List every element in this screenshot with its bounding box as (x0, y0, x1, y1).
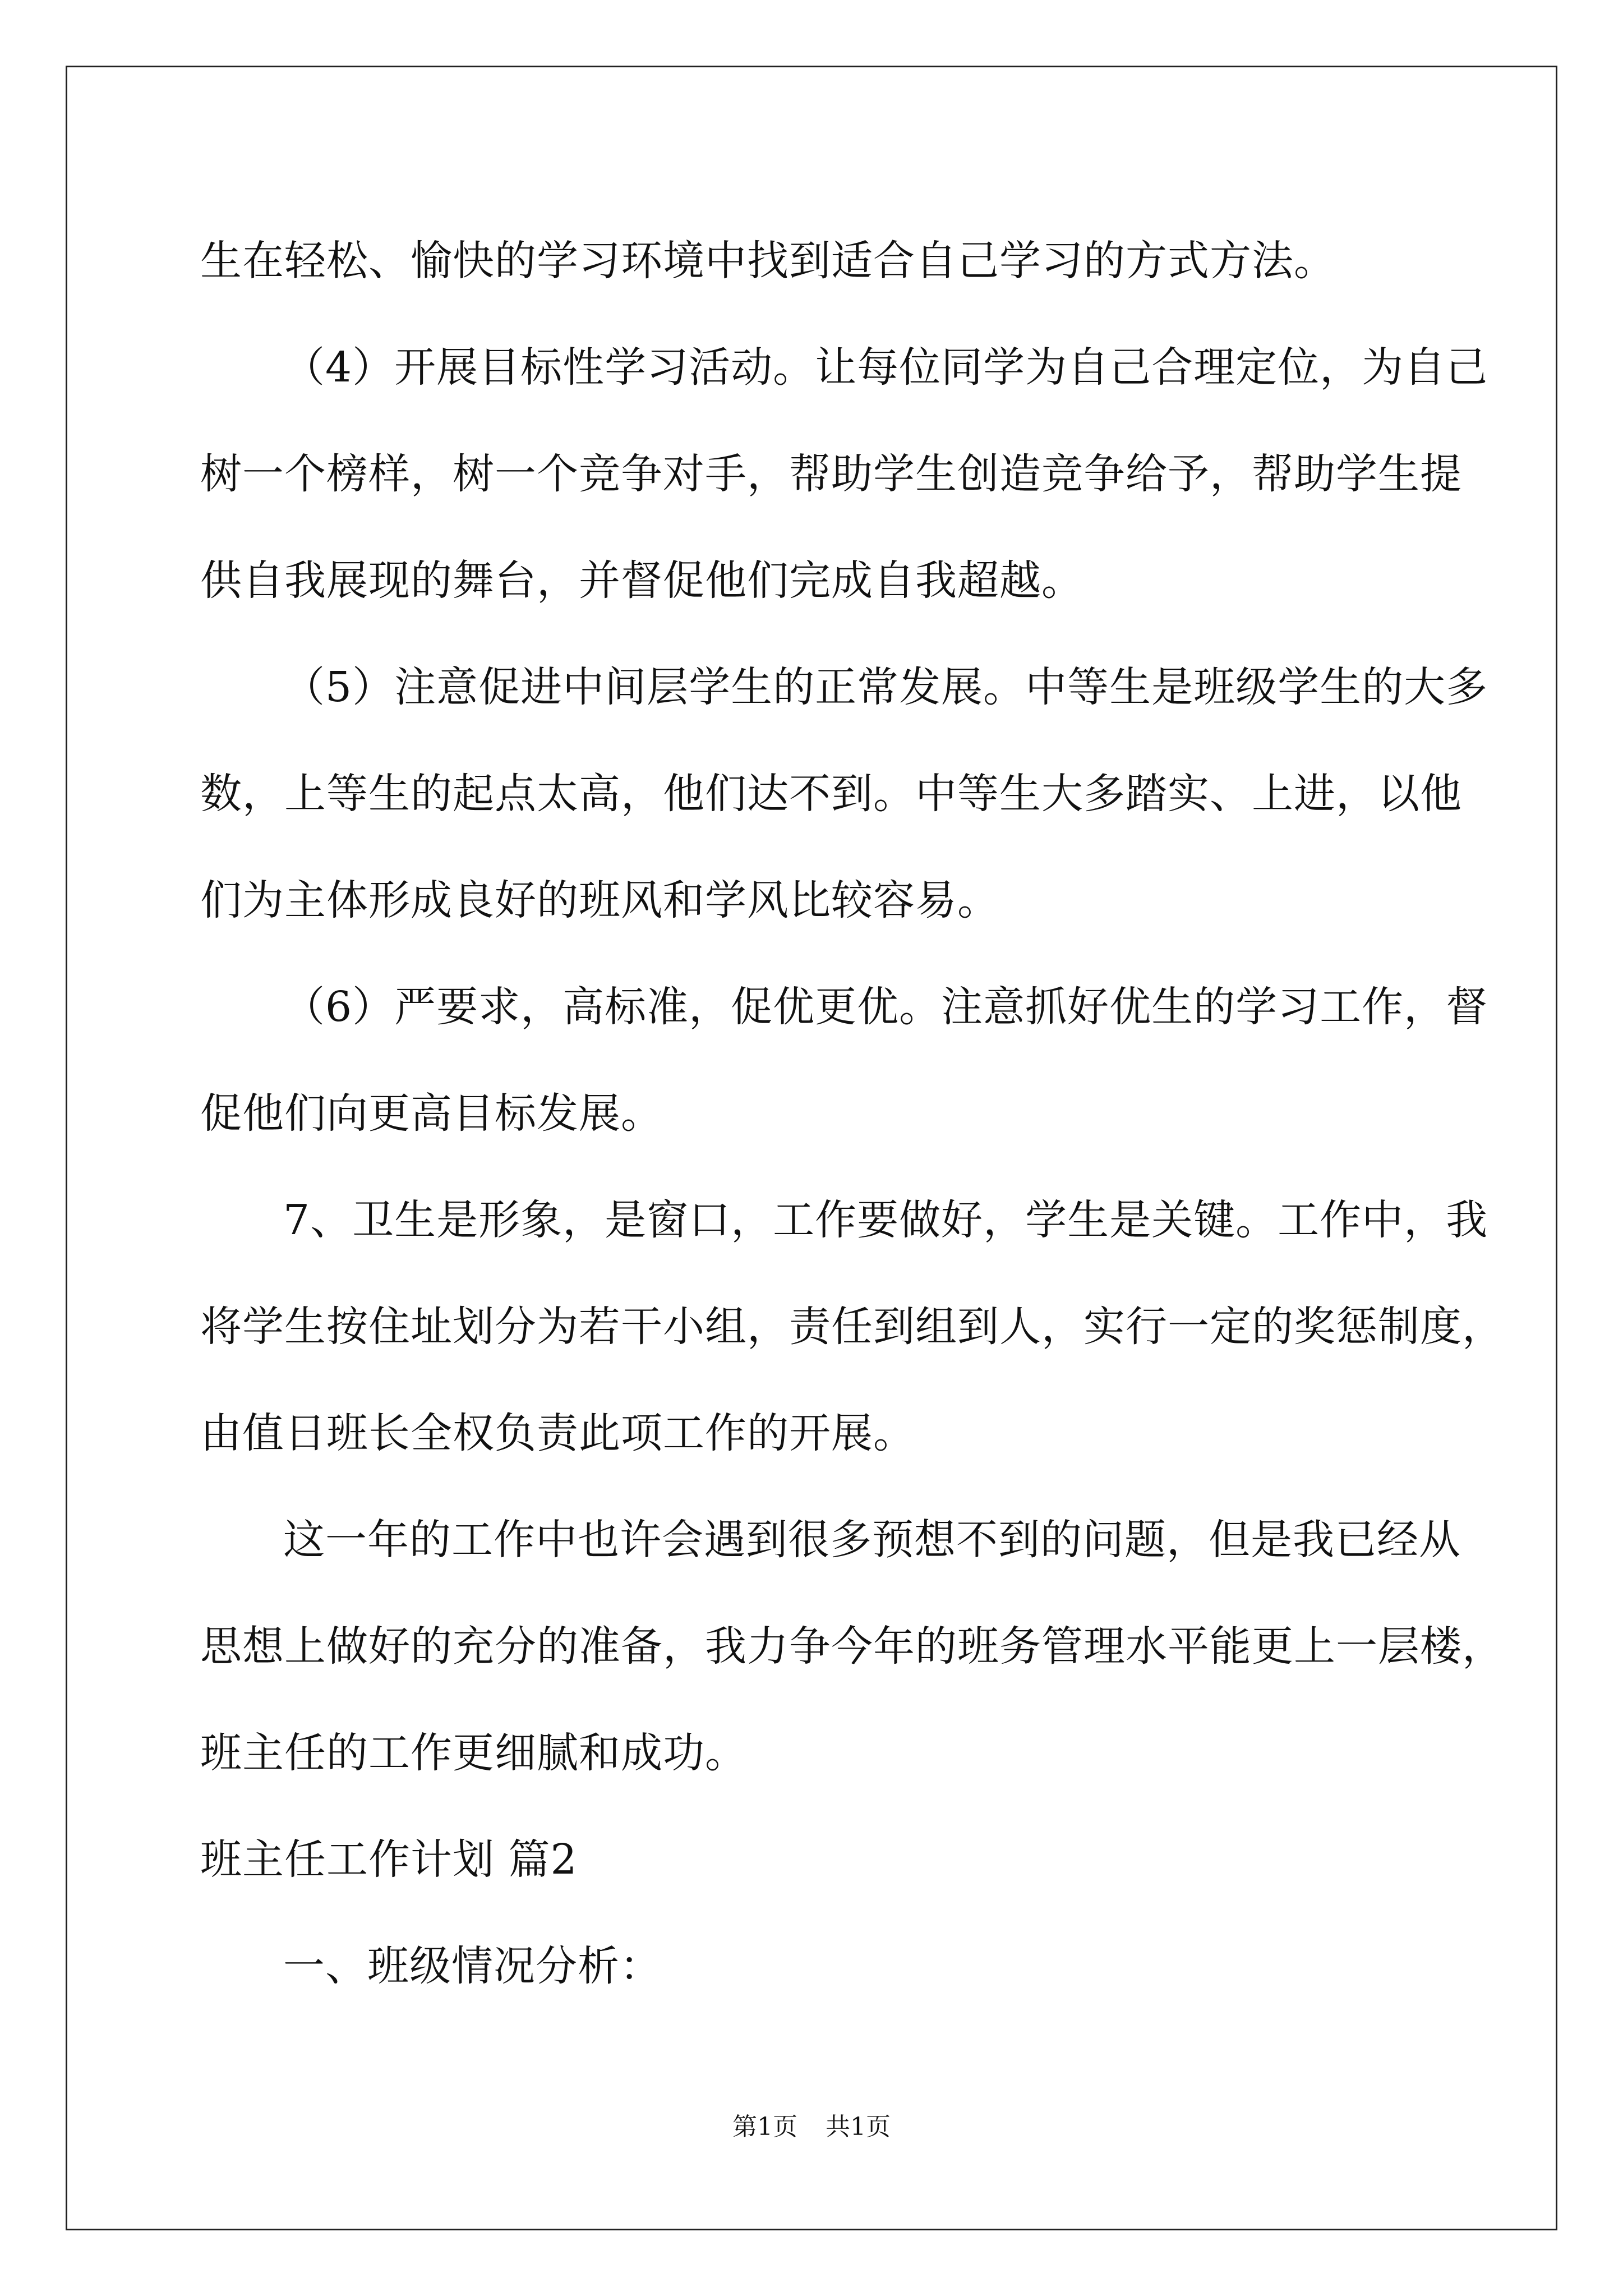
page-total: 共1页 (826, 2113, 891, 2141)
text-line: 由值日班长全权负责此项工作的开展。 (200, 1409, 915, 1457)
text-line: 7、卫生是形象，是窗口，工作要做好，学生是关键。工作中，我 (283, 1196, 1488, 1244)
text-line: 这一年的工作中也许会遇到很多预想不到的问题，但是我已经从 (283, 1516, 1461, 1564)
text-line: 供自我展现的舞台，并督促他们完成自我超越。 (200, 556, 1083, 605)
text-line: 班主任的工作更细腻和成功。 (200, 1729, 747, 1777)
text-line: （5）注意促进中间层学生的正常发展。中等生是班级学生的大多 (283, 663, 1488, 711)
text-line: 促他们向更高目标发展。 (200, 1089, 663, 1138)
text-line: （4）开展目标性学习活动。让每位同学为自己合理定位，为自己 (283, 343, 1488, 392)
page-footer (0, 2106, 1623, 2142)
text-line: 数，上等生的起点太高，他们达不到。中等生大多踏实、上进，以他 (200, 770, 1462, 818)
text-line: 生在轻松、愉快的学习环境中找到适合自己学习的方式方法。 (200, 237, 1336, 285)
subsection-heading: 一、班级情况分析： (283, 1942, 662, 1990)
text-line: 树一个榜样，树一个竞争对手，帮助学生创造竞争给予，帮助学生提 (200, 450, 1462, 498)
text-line: 思想上做好的充分的准备，我力争今年的班务管理水平能更上一层楼， (200, 1622, 1504, 1671)
document-body (200, 208, 1504, 2019)
text-line: （6）严要求，高标准，促优更优。注意抓好优生的学习工作，督 (283, 983, 1488, 1031)
text-line: 们为主体形成良好的班风和学风比较容易。 (200, 876, 999, 924)
text-line: 将学生按住址划分为若干小组，责任到组到人，实行一定的奖惩制度， (200, 1303, 1504, 1351)
section-heading: 班主任工作计划 篇2 (200, 1835, 578, 1884)
page-number: 第1页 (732, 2113, 797, 2141)
